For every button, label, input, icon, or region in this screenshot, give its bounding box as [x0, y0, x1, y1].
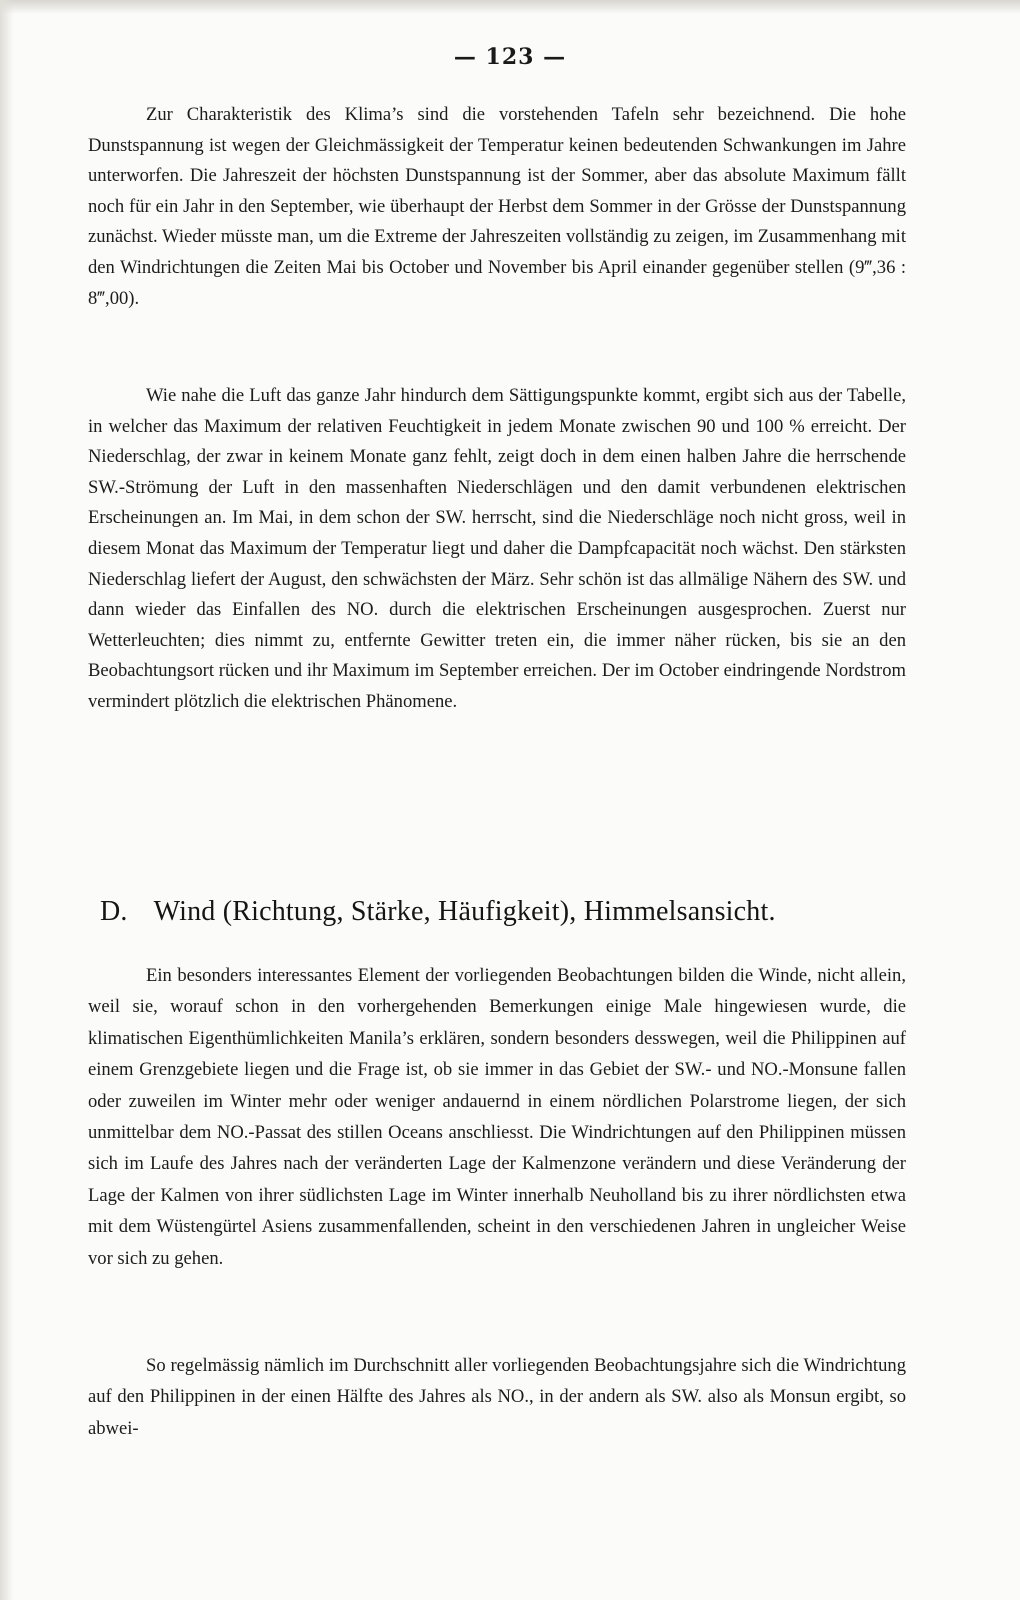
- paragraph-monsoon-regularity: So regelmässig nämlich im Durchschnitt aller vorliegenden Beobachtungsjahre sich die Windrichtung auf den Philippinen in der einen Hälfte des Jahres als NO., in der andern als SW. also als Monsun ergibt, so abwei-: [88, 1355, 906, 1439]
- page-number: — 123 —: [453, 44, 567, 70]
- scan-shadow-top: [0, 0, 1020, 14]
- section-heading: [100, 896, 920, 928]
- paragraph-winds-element: Ein besonders interessantes Element der vorliegenden Beobachtungen bilden die Winde, nicht allein, weil sie, worauf schon in den vorhergehenden Bemerkungen einige Male hingewiesen wurde, die klimatischen Eigenthümlichkeiten Manila’s erklären, sondern besonders desswegen, weil die Philippinen auf einem Grenzgebiete liegen und die Frage ist, ob sie immer in das Gebiet der SW.- und NO.-Monsune fallen oder zuweilen im Winter mehr oder weniger andauernd in einem nördlichen Polarstrome liegen, der sich unmittelbar dem NO.-Passat des stillen Oceans anschliesst. Die Windrichtungen auf den Philippinen müssen sich im Laufe des Jahres nach der veränderten Lage der Kalmenzone verändern und diese Veränderung der Lage der Kalmen von ihrer südlichsten Lage im Winter innerhalb Neuholland bis zu ihrer nördlichsten etwa mit dem Wüstengürtel Asiens zusammenfallenden, scheint in den verschiedenen Jahren in ungleicher Weise vor sich zu gehen.: [88, 965, 906, 1269]
- section-title: Wind (Richtung, Stärke, Häufigkeit), Himmelsansicht.: [153, 896, 776, 927]
- section-letter: D.: [100, 896, 128, 927]
- paragraph-climate-characteristics: Zur Charakteristik des Klima’s sind die vorstehenden Tafeln sehr bezeichnend. Die hohe Dunstspannung ist wegen der Gleichmässigkeit der Temperatur keinen bedeutenden Schwankungen im Jahre unterworfen. Die Jahreszeit der höchsten Dunstspannung ist der Sommer, aber das absolute Maximum fällt noch für ein Jahr in den September, wie überhaupt der Herbst dem Sommer in der Grösse der Dunstspannung zunächst. Wieder müsste man, um die Extreme der Jahreszeiten vollständig zu zeigen, im Zusammenhang mit den Windrichtungen die Zeiten Mai bis October und November bis April einander gegenüber stellen (9‴,36 : 8‴,00).: [88, 104, 906, 309]
- scan-shadow-left: [0, 0, 14, 1600]
- paragraph-humidity-precipitation: Wie nahe die Luft das ganze Jahr hindurch dem Sättigungspunkte kommt, ergibt sich aus der Tabelle, in welcher das Maximum der relativen Feuchtigkeit in jedem Monate zwischen 90 und 100 % erreicht. Der Niederschlag, der zwar in keinem Monate ganz fehlt, zeigt doch in dem einen halben Jahre die herrschende SW.-Strömung der Luft in den massenhaften Niederschlägen und den damit verbundenen elektrischen Erscheinungen an. Im Mai, in dem schon der SW. herrscht, sind die Niederschläge noch nicht gross, weil in diesem Monat das Maximum der Temperatur liegt und daher die Dampfcapacität noch wächst. Den stärksten Niederschlag liefert der August, den schwächsten der März. Sehr schön ist das allmälige Nähern des SW. und dann wieder das Einfallen des NO. durch die elektrischen Erscheinungen ausgesprochen. Zuerst nur Wetterleuchten; dies nimmt zu, entfernte Gewitter treten ein, die immer näher rücken, bis sie an den Beobachtungsort rücken und ihr Maximum im September erreichen. Der im October eindringende Nordstrom vermindert plötzlich die elektrischen Phänomene.: [88, 385, 906, 712]
